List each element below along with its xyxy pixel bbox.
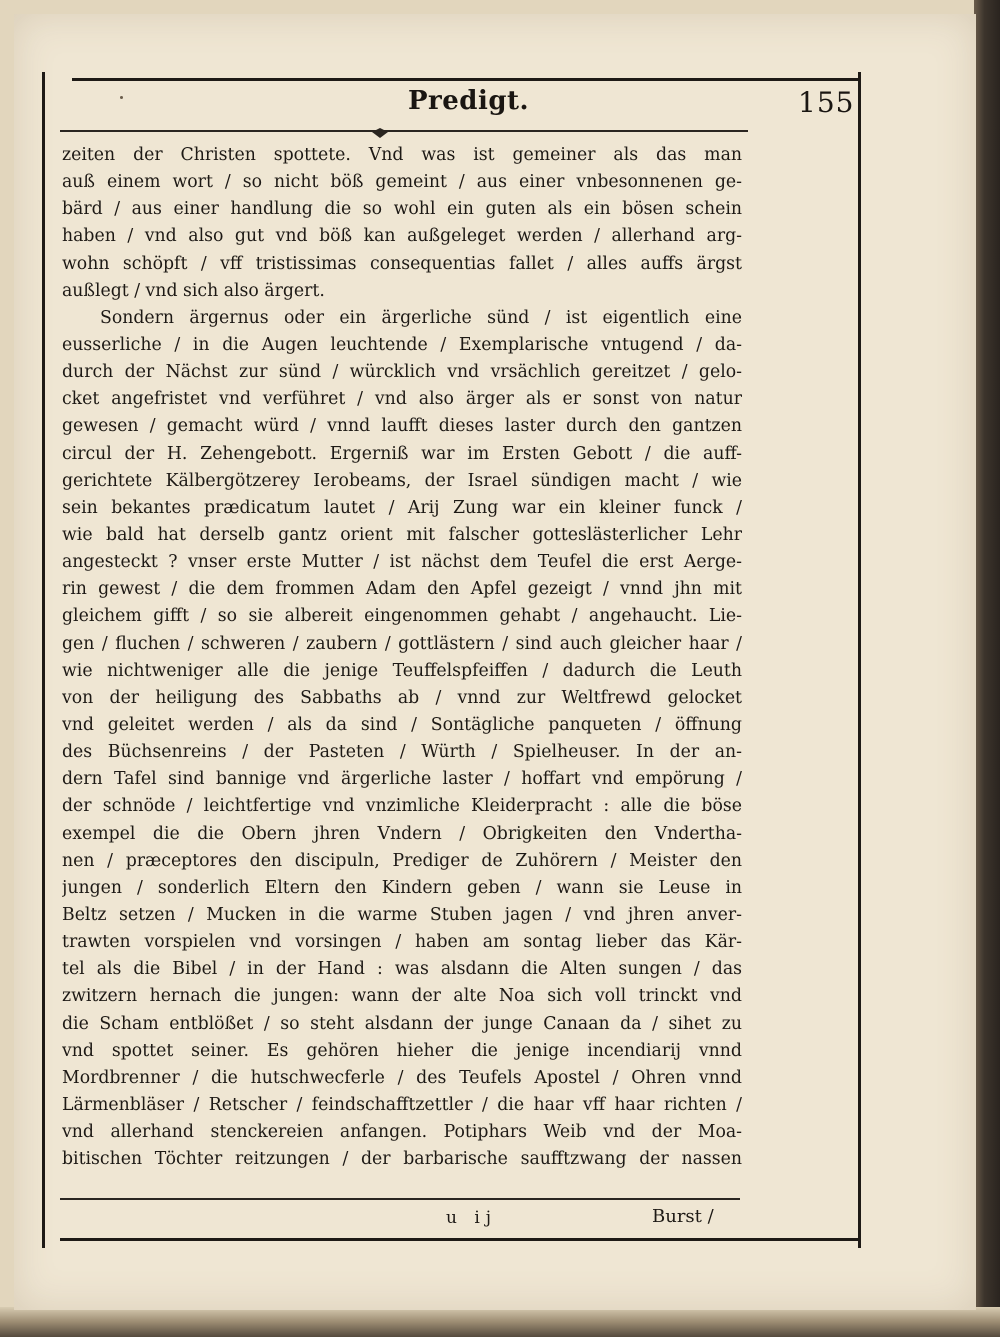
text-line: gewesen / gemacht würd / vnnd laufft dieses laster durch den gantzen bbox=[62, 416, 742, 437]
text-line: Mordbrenner / die hutschwecferle / des Teufels Apostel / Ohren vnnd bbox=[62, 1067, 742, 1088]
signature-mark: u ij bbox=[446, 1208, 498, 1228]
text-line: des Büchsenreins / der Pasteten / Würth / Spielheuser. In der an- bbox=[62, 742, 742, 763]
text-line: wohn schöpft / vff tristissimas consequentias fallet / alles auffs ärgst bbox=[62, 253, 742, 274]
frame-line-right bbox=[858, 72, 861, 1248]
running-head: Predigt. bbox=[408, 86, 530, 116]
text-line: auß einem wort / so nicht böß gemeint / aus einer vnbesonnenen ge- bbox=[62, 172, 742, 193]
text-line: Lärmenbläser / Retscher / feindschafftzettler / die haar vff haar richten / bbox=[62, 1094, 742, 1115]
text-line: dern Tafel sind bannige vnd ärgerliche laster / hoffart vnd empörung / bbox=[62, 769, 742, 790]
text-line: haben / vnd also gut vnd böß kan außgeleget werden / allerhand arg- bbox=[62, 226, 742, 247]
text-line: zwitzern hernach die jungen: wann der alte Noa sich voll trinckt vnd bbox=[62, 986, 742, 1007]
page-number: 155 bbox=[798, 86, 855, 119]
text-line: wie bald hat derselb gantz orient mit falscher gotteslästerlicher Lehr bbox=[62, 524, 742, 545]
frame-line-left bbox=[42, 72, 45, 1248]
text-line: gerichtete Kälbergötzerey Ierobeams, der Israel sündigen macht / wie bbox=[62, 470, 742, 491]
text-line: bärd / aus einer handlung die so wohl ein guten als ein bösen schein bbox=[62, 199, 742, 220]
text-line: von der heiligung des Sabbaths ab / vnnd zur Weltfrewd gelocket bbox=[62, 687, 742, 708]
text-line: gen / fluchen / schweren / zaubern / gottlästern / sind auch gleicher haar / bbox=[62, 633, 742, 654]
text-line: die Scham entblößet / so steht alsdann der junge Canaan da / sihet zu bbox=[62, 1013, 742, 1034]
text-line: jungen / sonderlich Eltern den Kindern geben / wann sie Leuse in bbox=[62, 877, 742, 898]
rule-under-head bbox=[60, 130, 748, 132]
body-text bbox=[62, 142, 742, 1173]
text-line: tel als die Bibel / in der Hand : was alsdann die Alten sungen / das bbox=[62, 959, 742, 980]
text-line: Sondern ärgernus oder ein ärgerliche sünd / ist eigentlich eine bbox=[100, 307, 742, 328]
text-line: circul der H. Zehengebott. Ergerniß war im Ersten Gebott / die auff- bbox=[62, 443, 742, 464]
text-line: trawten vorspielen vnd vorsingen / haben am sontag lieber das Kär- bbox=[62, 932, 742, 953]
text-line: angesteckt ? vnser erste Mutter / ist nächst dem Teufel die erst Aerge- bbox=[62, 552, 742, 573]
catchword: Burst / bbox=[652, 1206, 714, 1227]
text-line: gleichem gifft / so sie albereit eingenommen gehabt / angehaucht. Lie- bbox=[62, 606, 742, 627]
text-line: zeiten der Christen spottete. Vnd was ist gemeiner als das man bbox=[62, 145, 742, 165]
text-line: bitischen Töchter reitzungen / der barbarische saufftzwang der nassen bbox=[62, 1149, 742, 1170]
text-line: cket angefristet vnd verführet / vnd also ärger als er sonst von natur bbox=[62, 389, 742, 410]
text-line: außlegt / vnd sich also ärgert. bbox=[62, 280, 325, 301]
text-line: nen / præceptores den discipuln, Prediger de Zuhörern / Meister den bbox=[62, 850, 742, 871]
text-line: eusserliche / in die Augen leuchtende / Exemplarische vntugend / da- bbox=[62, 334, 742, 355]
text-line: Beltz setzen / Mucken in die warme Stuben jagen / vnd jhren anver- bbox=[62, 904, 742, 925]
rule-foot bbox=[60, 1238, 860, 1241]
book-edge-bottom bbox=[0, 1307, 1000, 1337]
rule-top bbox=[72, 78, 860, 81]
text-line: exempel die die Obern jhren Vndern / Obrigkeiten den Vndertha- bbox=[62, 823, 742, 844]
text-line: sein bekantes prædicatum lautet / Arij Zung war ein kleiner funck / bbox=[62, 497, 742, 518]
text-line: durch der Nächst zur sünd / würcklich vnd vrsächlich gereitzet / gelo- bbox=[62, 362, 742, 383]
text-line: der schnöde / leichtfertige vnd vnzimliche Kleiderpracht : alle die böse bbox=[62, 796, 742, 817]
text-line: vnd geleitet werden / als da sind / Sontägliche panqueten / öffnung bbox=[62, 714, 742, 735]
ink-speck bbox=[120, 96, 123, 99]
rule-bottom bbox=[60, 1198, 740, 1200]
text-line: vnd spottet seiner. Es gehören hieher die jenige incendiarij vnnd bbox=[62, 1040, 742, 1061]
text-line: rin gewest / die dem frommen Adam den Apfel gezeigt / vnnd jhn mit bbox=[62, 579, 742, 600]
book-edge-right bbox=[974, 0, 1000, 1337]
text-line: wie nichtweniger alle die jenige Teuffelspfeiffen / dadurch die Leuth bbox=[62, 660, 742, 681]
text-line: vnd allerhand stenckereien anfangen. Potiphars Weib vnd der Moa- bbox=[62, 1122, 742, 1143]
